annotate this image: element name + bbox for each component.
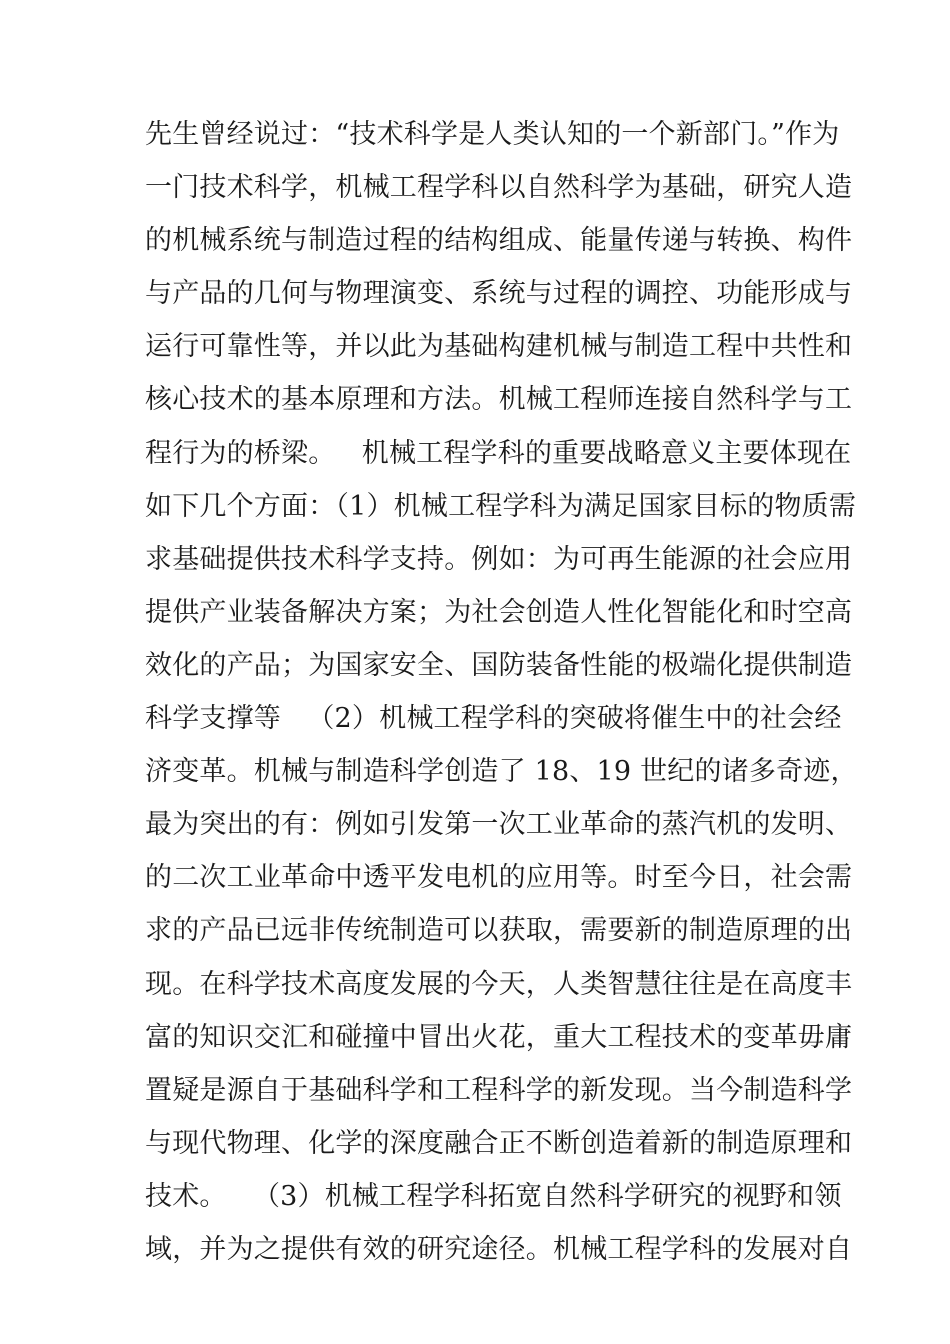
text-line: 现。在科学技术高度发展的今天，人类智慧往往是在高度丰 bbox=[145, 968, 853, 1000]
text-line: 域，并为之提供有效的研究途径。机械工程学科的发展对自 bbox=[145, 1233, 853, 1265]
text-line: 程行为的桥梁。 机械工程学科的重要战略意义主要体现在 bbox=[145, 437, 852, 469]
text-line: 济变革。机械与制造科学创造了 18、19 世纪的诸多奇迹， bbox=[145, 756, 858, 788]
text-line: 求的产品已远非传统制造可以获取，需要新的制造原理的出 bbox=[145, 915, 853, 947]
text-line: 富的知识交汇和碰撞中冒出火花，重大工程技术的变革毋庸 bbox=[145, 1021, 853, 1053]
text-line: 最为突出的有：例如引发第一次工业革命的蒸汽机的发明、 bbox=[145, 809, 853, 841]
body-text bbox=[145, 108, 858, 1276]
text-line: 效化的产品；为国家安全、国防装备性能的极端化提供制造 bbox=[145, 649, 853, 681]
text-line: 提供产业装备解决方案；为社会创造人性化智能化和时空高 bbox=[145, 596, 853, 628]
text-line: 科学支撑等 （2）机械工程学科的突破将催生中的社会经 bbox=[145, 703, 842, 735]
text-line: 的二次工业革命中透平发电机的应用等。时至今日，社会需 bbox=[145, 862, 853, 894]
text-line: 先生曾经说过：“技术科学是人类认知的一个新部门。”作为 bbox=[145, 119, 840, 150]
text-line: 核心技术的基本原理和方法。机械工程师连接自然科学与工 bbox=[145, 384, 853, 416]
text-line: 一门技术科学，机械工程学科以自然科学为基础，研究人造 bbox=[145, 172, 853, 204]
text-line: 运行可靠性等，并以此为基础构建机械与制造工程中共性和 bbox=[145, 331, 853, 363]
text-line: 如下几个方面：（1）机械工程学科为满足国家目标的物质需 bbox=[145, 490, 857, 522]
text-line: 与产品的几何与物理演变、系统与过程的调控、功能形成与 bbox=[145, 278, 853, 310]
text-line: 技术。 （3）机械工程学科拓宽自然科学研究的视野和领 bbox=[145, 1180, 842, 1212]
text-line: 与现代物理、化学的深度融合正不断创造着新的制造原理和 bbox=[145, 1127, 853, 1159]
text-line: 置疑是源自于基础科学和工程科学的新发现。当今制造科学 bbox=[145, 1074, 853, 1106]
text-line: 求基础提供技术科学支持。例如：为可再生能源的社会应用 bbox=[145, 543, 853, 575]
text-line: 的机械系统与制造过程的结构组成、能量传递与转换、构件 bbox=[145, 225, 853, 257]
